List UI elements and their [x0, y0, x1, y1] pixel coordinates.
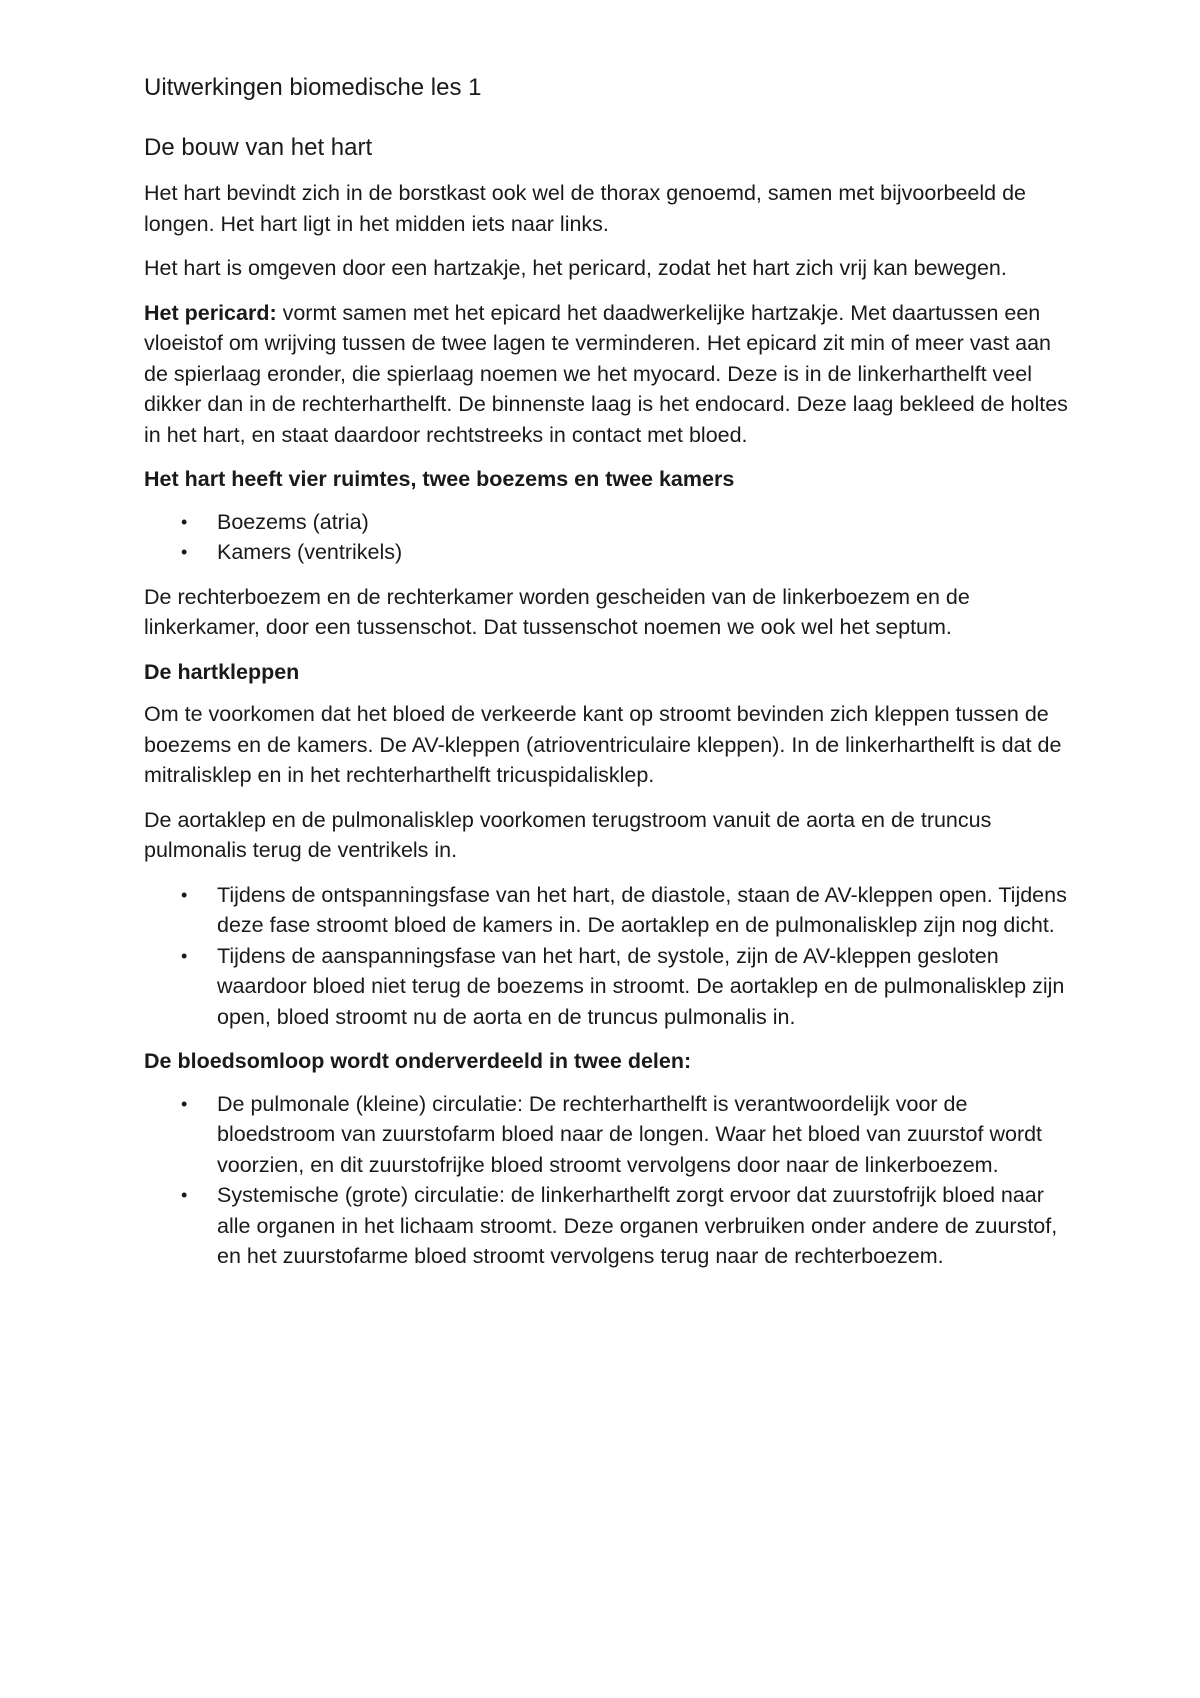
kleppen-list [144, 880, 1074, 1033]
paragraph-aortaklep: De aortaklep en de pulmonalisklep voorkomen terugstroom vanuit de aorta en de truncus pulmonalis terug de ventrikels in. [144, 807, 992, 862]
pericard-label: Het pericard: [144, 300, 277, 325]
bullet-icon: • [181, 884, 188, 905]
bullet-icon: • [181, 1093, 188, 1114]
list-item: • Kamers (ventrikels) [144, 537, 1074, 568]
list-item: • Systemische (grote) circulatie: de linkerharthelft zorgt ervoor dat zuurstofrijk bloed naar alle organen in het lichaam stroomt. Deze organen verbruiken onder andere de zuurstof, en het zuurstofarme bloed stroomt vervolgens terug naar de rechterboezem. [144, 1180, 1074, 1272]
paragraph-thorax: Het hart bevindt zich in de borstkast ook wel de thorax genoemd, samen met bijvoorbeeld de longen. Het hart ligt in het midden iets naar links. [144, 181, 1026, 236]
heading-hartkleppen: De hartkleppen [144, 659, 300, 684]
list-item: • Boezems (atria) [144, 507, 1074, 538]
ruimtes-list [144, 507, 1074, 568]
bloedsomloop-list [144, 1089, 1074, 1272]
paragraph-pericard [144, 298, 1074, 451]
list-item: • Tijdens de ontspanningsfase van het hart, de diastole, staan de AV-kleppen open. Tijdens deze fase stroomt bloed de kamers in. De aortaklep en de pulmonalisklep zijn nog dicht. [144, 880, 1074, 941]
bullet-icon: • [181, 542, 188, 562]
bullet-icon: • [181, 1185, 188, 1205]
bullet-icon: • [181, 945, 188, 966]
paragraph-av-kleppen: Om te voorkomen dat het bloed de verkeerde kant op stroomt bevinden zich kleppen tussen de boezems en de kamers. De AV-kleppen (atrioventriculaire kleppen). In de linkerharthelft is dat de mitralisklep en in het rechterharthelft tricuspidalisklep. [144, 702, 1062, 787]
paragraph-pericard-intro: Het hart is omgeven door een hartzakje, het pericard, zodat het hart zich vrij kan bewegen. [144, 256, 1007, 280]
list-item: • De pulmonale (kleine) circulatie: De rechterharthelft is verantwoordelijk voor de bloedstroom van zuurstofarm bloed naar de longen. Waar het bloed van zuurstof wordt voorzien, en dit zuurstofrijke bloed stroomt vervolgens door naar de linkerboezem. [144, 1089, 1074, 1181]
pericard-text: vormt samen met het epicard het daadwerkelijke hartzakje. Met daartussen een vloeistof om wrijving tussen de twee lagen te verminderen. Het epicard zit min of meer vast aan de spierlaag eronder, die spierlaag noemen we het myocard. Deze is in de linkerharthelft veel dikker dan in de rechterharthelft. De binnenste laag is het endocard. Deze laag bekleed de holtes in het hart, en staat daardoor rechtstreeks in contact met bloed. [144, 300, 1068, 447]
heading-bloedsomloop: De bloedsomloop wordt onderverdeeld in twee delen: [144, 1049, 692, 1073]
bullet-icon: • [181, 511, 188, 532]
document-title: Uitwerkingen biomedische les 1 [144, 74, 482, 101]
heading-ruimtes: Het hart heeft vier ruimtes, twee boezems en twee kamers [144, 467, 735, 491]
paragraph-septum: De rechterboezem en de rechterkamer worden gescheiden van de linkerboezem en de linkerkamer, door een tussenschot. Dat tussenschot noemen we ook wel het septum. [144, 584, 970, 639]
section-heading: De bouw van het hart [144, 134, 373, 161]
document-page [144, 72, 1074, 1286]
list-item: • Tijdens de aanspanningsfase van het hart, de systole, zijn de AV-kleppen gesloten waardoor bloed niet terug de boezems in stroomt. De aortaklep en de pulmonalisklep zijn open, bloed stroomt nu de aorta en de truncus pulmonalis in. [144, 941, 1074, 1033]
